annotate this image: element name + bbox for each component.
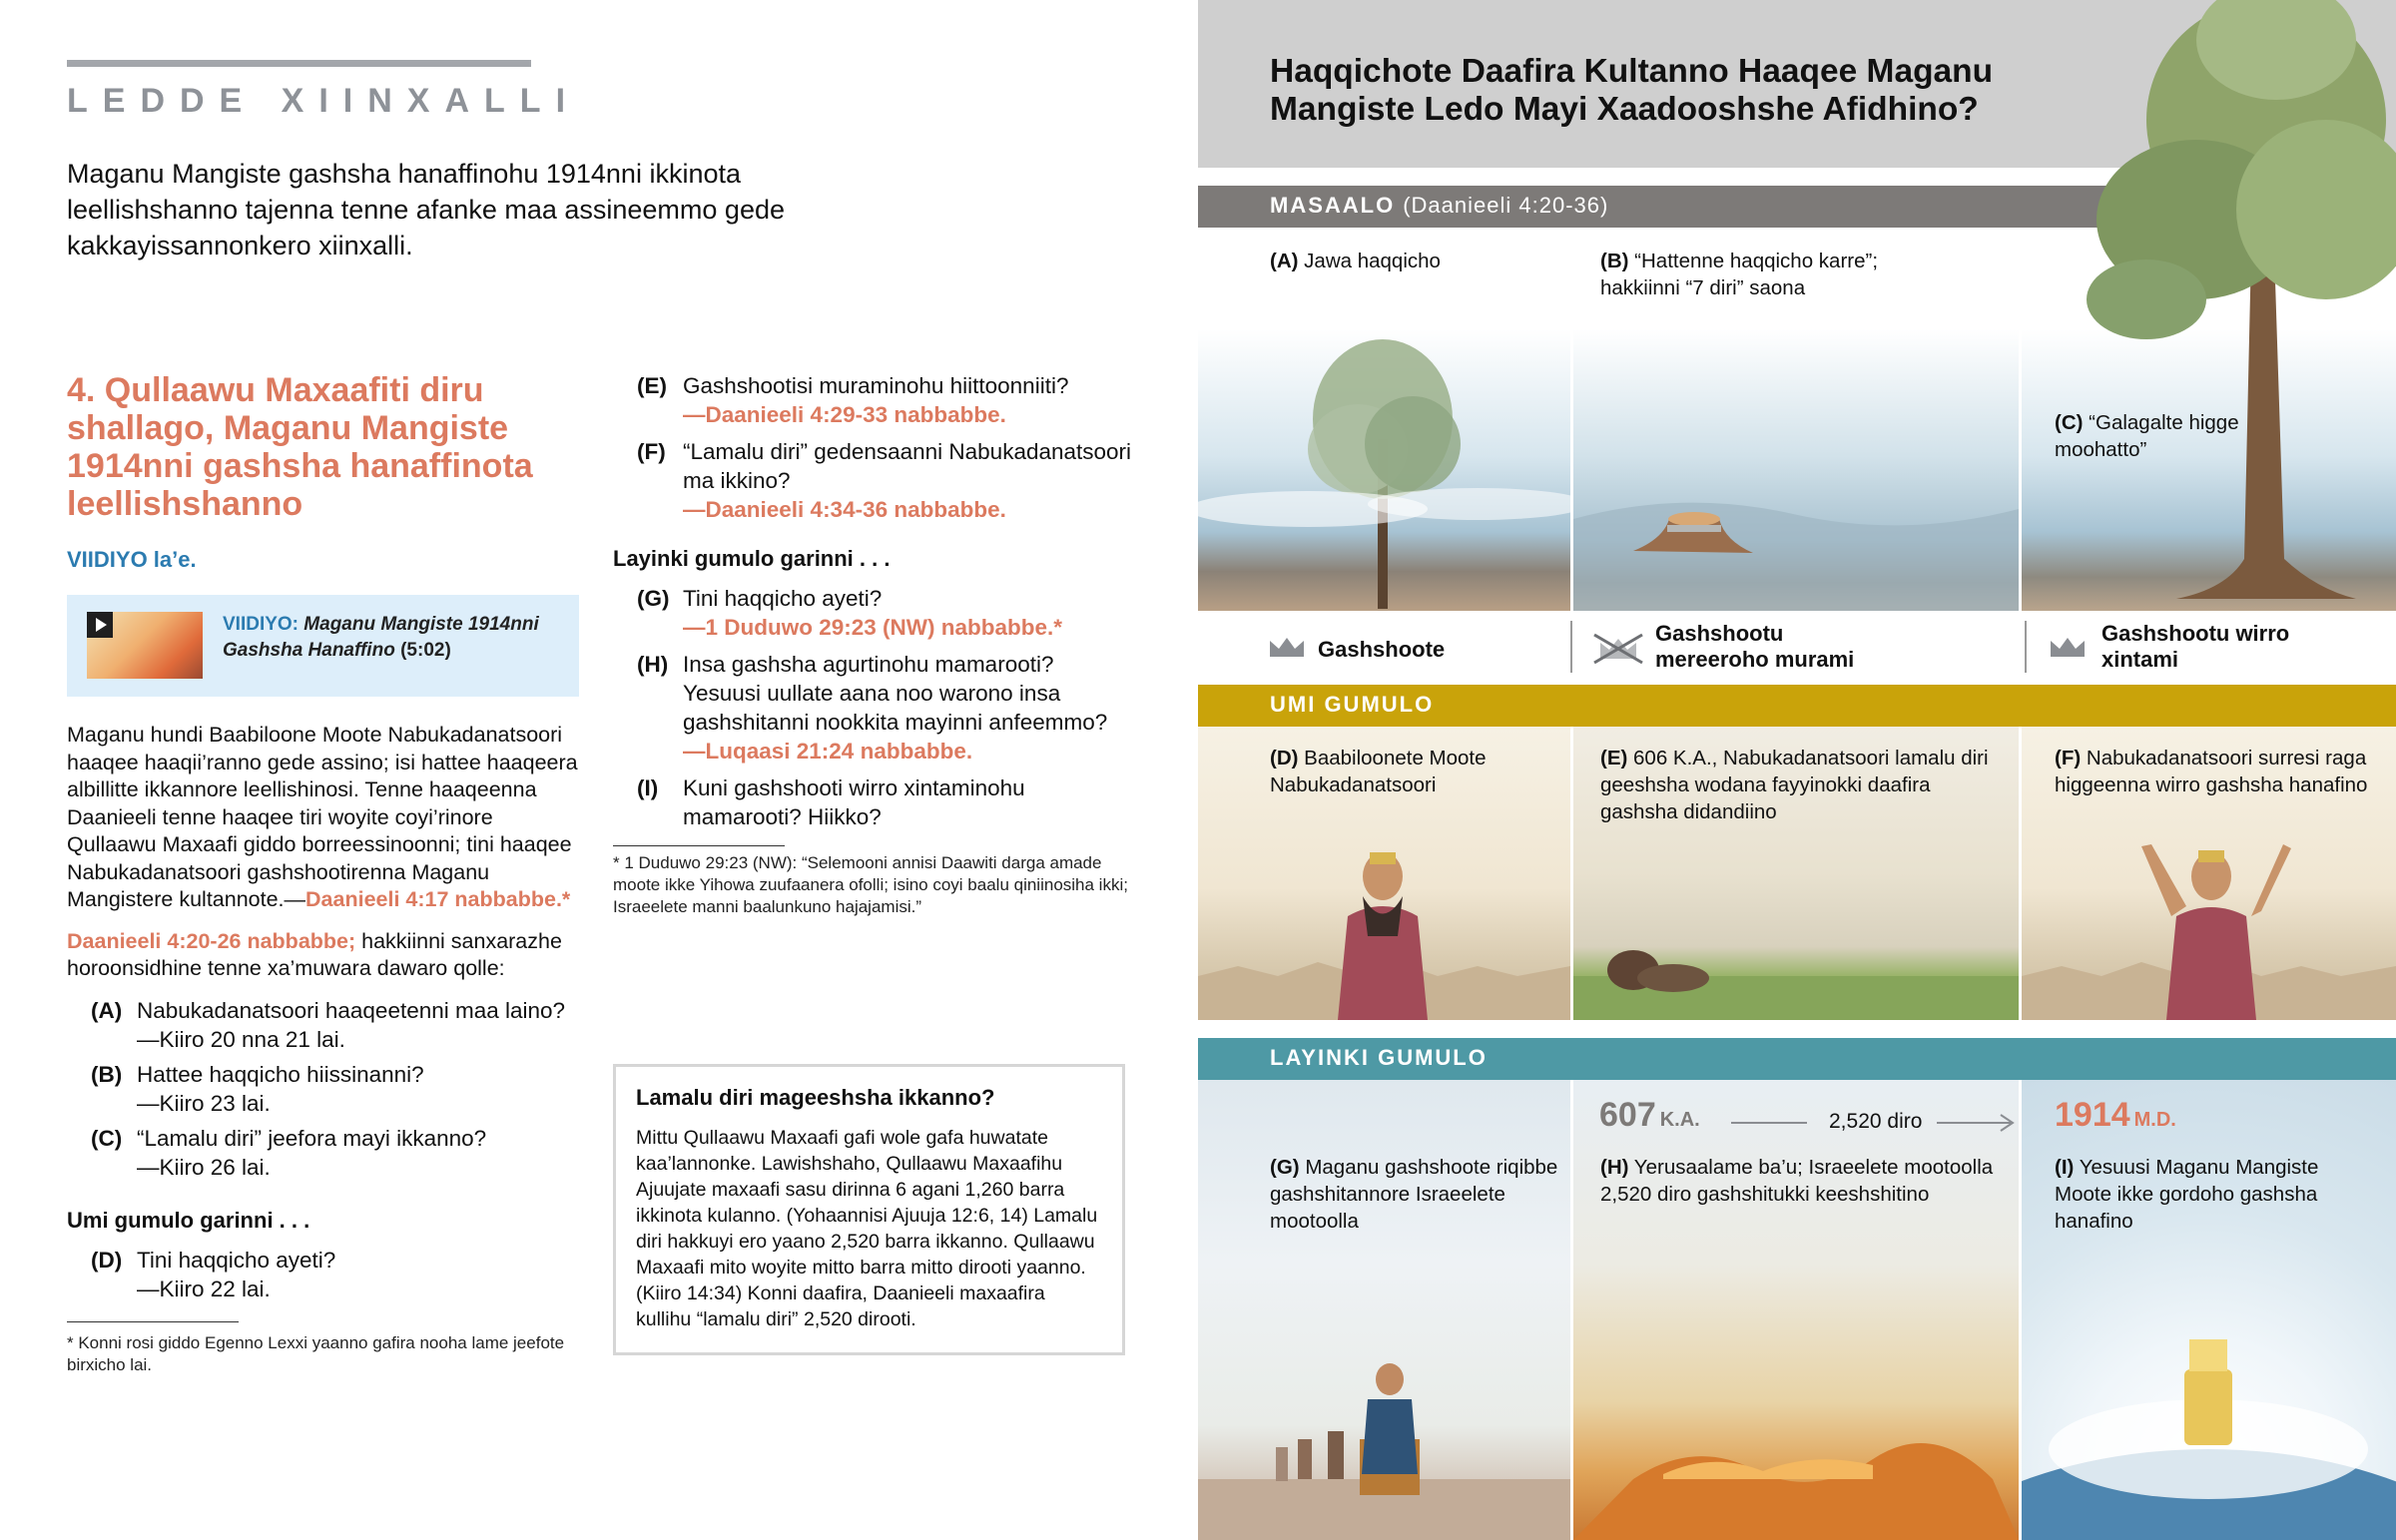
section-label: LEDDE XIINXALLI <box>67 82 581 120</box>
top-rule <box>67 60 531 67</box>
caption-text: Baabiloonete Moote Nabukadanatsoori <box>1270 747 1487 796</box>
caption-letter: (A) <box>1270 250 1299 272</box>
caption-letter: (C) <box>2055 411 2084 434</box>
question-ref: —Kiiro 20 nna 21 lai. <box>137 1026 345 1052</box>
question-text: Tini haqqicho ayeti? <box>683 586 883 611</box>
lesson-column-1 <box>67 371 586 1376</box>
caption-i <box>2055 1154 2374 1235</box>
scene-jerusalem-destroyed <box>1573 1080 2019 1540</box>
question-text: “Lamalu diri” jeefora mayi ikkanno? <box>137 1125 487 1151</box>
question-text: Tini haqqicho ayeti? <box>137 1247 336 1273</box>
question-body <box>137 1124 586 1182</box>
tree-illustration <box>1198 329 1570 611</box>
timeline-line <box>1731 1122 1807 1124</box>
question-item <box>67 1060 586 1118</box>
caption-text: Nabukadanatsoori surresi raga higgeenna wirro gashsha hanafino <box>2055 747 2368 796</box>
caption-f <box>2055 745 2384 798</box>
scene-kings-of-israel <box>1198 1080 1570 1540</box>
footnote-2 <box>613 852 1132 918</box>
timeline-span: 2,520 diro <box>1829 1110 1923 1133</box>
masaalo-label-sub: (Daanieeli 4:20-36) <box>1403 193 1609 218</box>
timeline-start-era: K.A. <box>1659 1109 1700 1131</box>
right-title: Haqqichote Daafira Kultanno Haaqee Maganu Mangiste Ledo Mayi Xaadooshshe Afidhino? <box>1270 53 1994 128</box>
video-duration: (5:02) <box>400 640 451 661</box>
question-body <box>683 437 1132 524</box>
question-letter: (H) <box>637 652 669 677</box>
video-link[interactable]: VIIDIYO la’e. <box>67 547 197 572</box>
caption-letter: (F) <box>2055 747 2082 770</box>
caption-letter: (G) <box>1270 1156 1300 1179</box>
caption-h <box>1600 1154 2000 1208</box>
footnote-rule <box>613 845 785 846</box>
layinki-gumulo-band <box>1198 1038 2396 1080</box>
question-item-i <box>613 773 1132 831</box>
status-label-restored: Gashshootu wirro xintami <box>2101 621 2290 672</box>
footnote-1: * Konni rosi giddo Egenno Lexxi yaanno gafira nooha lame jeefote birxicho lai. <box>67 1332 565 1374</box>
question-item-d <box>67 1246 586 1303</box>
question-letter: (B) <box>91 1061 123 1087</box>
question-letter: (D) <box>91 1247 123 1273</box>
arrow-right-icon <box>1937 1112 2017 1134</box>
caption-g <box>1270 1154 1559 1235</box>
question-body <box>137 1246 586 1303</box>
scripture-link[interactable]: —Daanieeli 4:34-36 nabbabbe. <box>683 497 1006 522</box>
fire-illustration <box>1573 1080 2019 1540</box>
caption-letter: (I) <box>2055 1156 2075 1179</box>
lesson-title: 4. Qullaawu Maxaafiti diru shallago, Maganu Mangiste 1914nni gashsha hanaffinota leellishshanno <box>67 371 533 523</box>
caption-b <box>1600 248 1930 301</box>
lesson-column-2 <box>613 371 1132 918</box>
caption-text: Yesuusi Maganu Mangiste Moote ikke gordoho gashsha hanafino <box>2055 1156 2319 1233</box>
throne-glow-illustration <box>2022 1080 2396 1540</box>
video-info <box>223 612 562 664</box>
question-ref: —Kiiro 22 lai. <box>137 1276 271 1301</box>
masaalo-label-main: MASAALO <box>1270 193 1396 218</box>
layinki-gumulo-label: LAYINKI GUMULO <box>1270 1045 1488 1070</box>
timeline-start-year: 607 <box>1599 1096 1656 1134</box>
question-body <box>683 584 1132 642</box>
caption-d <box>1270 745 1559 798</box>
crown-broken-icon <box>1592 631 1644 665</box>
caption-text: Jawa haqqicho <box>1304 250 1441 272</box>
question-body <box>683 371 1132 429</box>
question-body <box>683 650 1132 766</box>
scripture-link[interactable]: —Luqaasi 21:24 nabbabbe. <box>683 739 973 764</box>
timeline-end <box>2055 1096 2176 1135</box>
caption-letter: (E) <box>1600 747 1628 770</box>
caption-letter: (B) <box>1600 250 1629 272</box>
caption-text: Yerusaalame ba’u; Israeelete mootoolla 2,520 diro gashshitukki keeshshitino <box>1600 1156 1994 1206</box>
video-card[interactable] <box>67 595 579 697</box>
umi-gumulo-label: UMI GUMULO <box>1270 692 1435 717</box>
masaalo-label <box>1270 193 1608 219</box>
question-list-a-c <box>67 996 586 1182</box>
question-letter: (F) <box>637 439 666 464</box>
question-item <box>67 1124 586 1182</box>
scripture-link-daniel-4-20[interactable]: Daanieeli 4:20-26 nabbabbe; <box>67 928 356 953</box>
question-letter: (I) <box>637 775 659 800</box>
footnote-2-text: “Selemooni annisi Daawiti darga amade moote ikke Yihowa zuufaanera ofolli; isino coyi baalu qiniinosiha ikki; Israeelete manni baalunkuno hajajamisi.” <box>613 853 1128 916</box>
question-letter: (C) <box>91 1125 123 1151</box>
paragraph-2-text: hakkiinni sanxarazhe horoonsidhine tenne xa’muwara dawaro qolle: <box>67 928 562 980</box>
status-row <box>1198 611 2396 685</box>
info-box <box>613 1064 1125 1355</box>
caption-text: Maganu gashshoote riqibbe gashshitannore Israeelete mootoolla <box>1270 1156 1558 1233</box>
question-body <box>137 1060 586 1118</box>
question-ref: —Kiiro 26 lai. <box>137 1154 271 1180</box>
video-thumbnail[interactable] <box>87 612 203 679</box>
question-item-e <box>613 371 1132 429</box>
scene-heavenly-throne <box>2022 1080 2396 1540</box>
question-item <box>67 996 586 1054</box>
caption-c <box>2055 409 2274 463</box>
caption-text: 606 K.A., Nabukadanatsoori lamalu diri geeshsha wodana fayyinokki daafira gashsha didandiino <box>1600 747 1989 823</box>
heading-layinki-gumulo: Layinki gumulo garinni . . . <box>613 546 891 571</box>
question-text: Gashshootisi muraminohu hiittoonniiti? <box>683 373 1069 398</box>
scripture-link[interactable]: —1 Duduwo 29:23 (NW) nabbabbe.* <box>683 615 1063 640</box>
play-icon[interactable] <box>87 612 113 638</box>
scene-large-tree <box>1198 329 1570 611</box>
info-box-title: Lamalu diri mageeshsha ikkanno? <box>636 1085 995 1110</box>
throne-illustration <box>1198 1080 1570 1540</box>
paragraph-2 <box>67 928 586 983</box>
paragraph-1-text: Maganu hundi Baabiloone Moote Nabukadanatsoori haaqee haaqii’ranno gede assino; isi hattee haaqeera albillitte ikkannore leellishinosi. Tenne haaqeenna Daanieeli tenne haaqee tiri woyite coyi’rinore Qullaawu Maxaafi giddo borreessinoonni; tini haaqee Nabukadanatsoori gashshootirenna Maganu Mangistere kultannote.— <box>67 723 578 911</box>
status-divider <box>1570 621 1572 673</box>
question-text: Hattee haqqicho hiissinanni? <box>137 1061 424 1087</box>
question-letter: (G) <box>637 586 670 611</box>
stump-illustration <box>1573 329 2019 611</box>
question-item-f <box>613 437 1132 524</box>
question-letter: (E) <box>637 373 667 398</box>
question-text: “Lamalu diri” gedensaanni Nabukadanatsoori ma ikkino? <box>683 439 1132 493</box>
scripture-link-daniel-4-17[interactable]: Daanieeli 4:17 nabbabbe.* <box>305 887 571 911</box>
status-label-interrupted: Gashshootu mereeroho murami <box>1655 621 1855 672</box>
video-title: Maganu Mangiste 1914nni Gashsha Hanaffino <box>223 614 539 661</box>
footnote-rule <box>67 1321 239 1322</box>
question-letter: (A) <box>91 997 123 1023</box>
crown-icon <box>2049 635 2087 661</box>
caption-letter: (D) <box>1270 747 1299 770</box>
timeline-end-era: M.D. <box>2133 1109 2176 1131</box>
question-item-g <box>613 584 1132 642</box>
info-box-body: Mittu Qullaawu Maxaafi gafi wole gafa huwatate kaa’lannonke. Lawishshaho, Qullaawu Maxaafihu Ajuujate maxaafi sasu dirinna 6 agani 1,260 barra ikkinota kulanno. (Yohaannisi Ajuuja 12:6, 14) Lamalu diri hakkuyi ero yaano 2,520 barra ikkanno. Qullaawu Maxaafi mito woyite mitto barra mitto dirooti yaanno. (Kiiro 14:34) Konni daafira, Daanieeli maxaafira kullihu “lamalu diri” 2,520 dirooti. <box>636 1127 1098 1330</box>
timeline-start <box>1599 1096 1700 1135</box>
question-body: Kuni gashshooti wirro xintaminohu mamarooti? Hiikko? <box>683 775 1025 829</box>
caption-letter: (H) <box>1600 1156 1629 1179</box>
scripture-link[interactable]: —Daanieeli 4:29-33 nabbabbe. <box>683 402 1006 427</box>
timeline-end-year: 1914 <box>2055 1096 2130 1134</box>
video-prefix: VIIDIYO: <box>223 614 300 635</box>
question-item-h <box>613 650 1132 766</box>
caption-e <box>1600 745 2010 825</box>
right-page <box>1198 0 2396 1540</box>
caption-text: “Hattenne haqqicho karre”; hakkiinni “7 diri” saona <box>1600 250 1879 299</box>
caption-a <box>1270 248 1569 274</box>
caption-text: “Galagalte higge moohatto” <box>2055 411 2239 461</box>
question-text: Insa gashsha agurtinohu mamarooti? Yesuusi uullate aana noo warono insa gashshitanni nookkita mayinni anfeemmo? <box>683 652 1108 735</box>
paragraph-1 <box>67 722 586 914</box>
question-body <box>137 996 586 1054</box>
question-text: Nabukadanatsoori haaqeetenni maa laino? <box>137 997 566 1023</box>
status-label-ruling: Gashshoote <box>1318 637 1446 662</box>
footnote-2-ref: * 1 Duduwo 29:23 (NW): <box>613 853 798 872</box>
status-divider <box>2025 621 2027 673</box>
heading-umi-gumulo: Umi gumulo garinni . . . <box>67 1207 310 1233</box>
intro-text: Maganu Mangiste gashsha hanaffinohu 1914nni ikkinota leellishshanno tajenna tenne afanke maa assineemmo gede kakkayissannonkero xiinxalli. <box>67 159 785 260</box>
umi-gumulo-band <box>1198 685 2396 727</box>
scene-tree-stump <box>1573 329 2019 611</box>
question-ref: —Kiiro 23 lai. <box>137 1090 271 1116</box>
large-tree-overlay <box>2077 0 2396 611</box>
crown-icon <box>1268 635 1306 661</box>
